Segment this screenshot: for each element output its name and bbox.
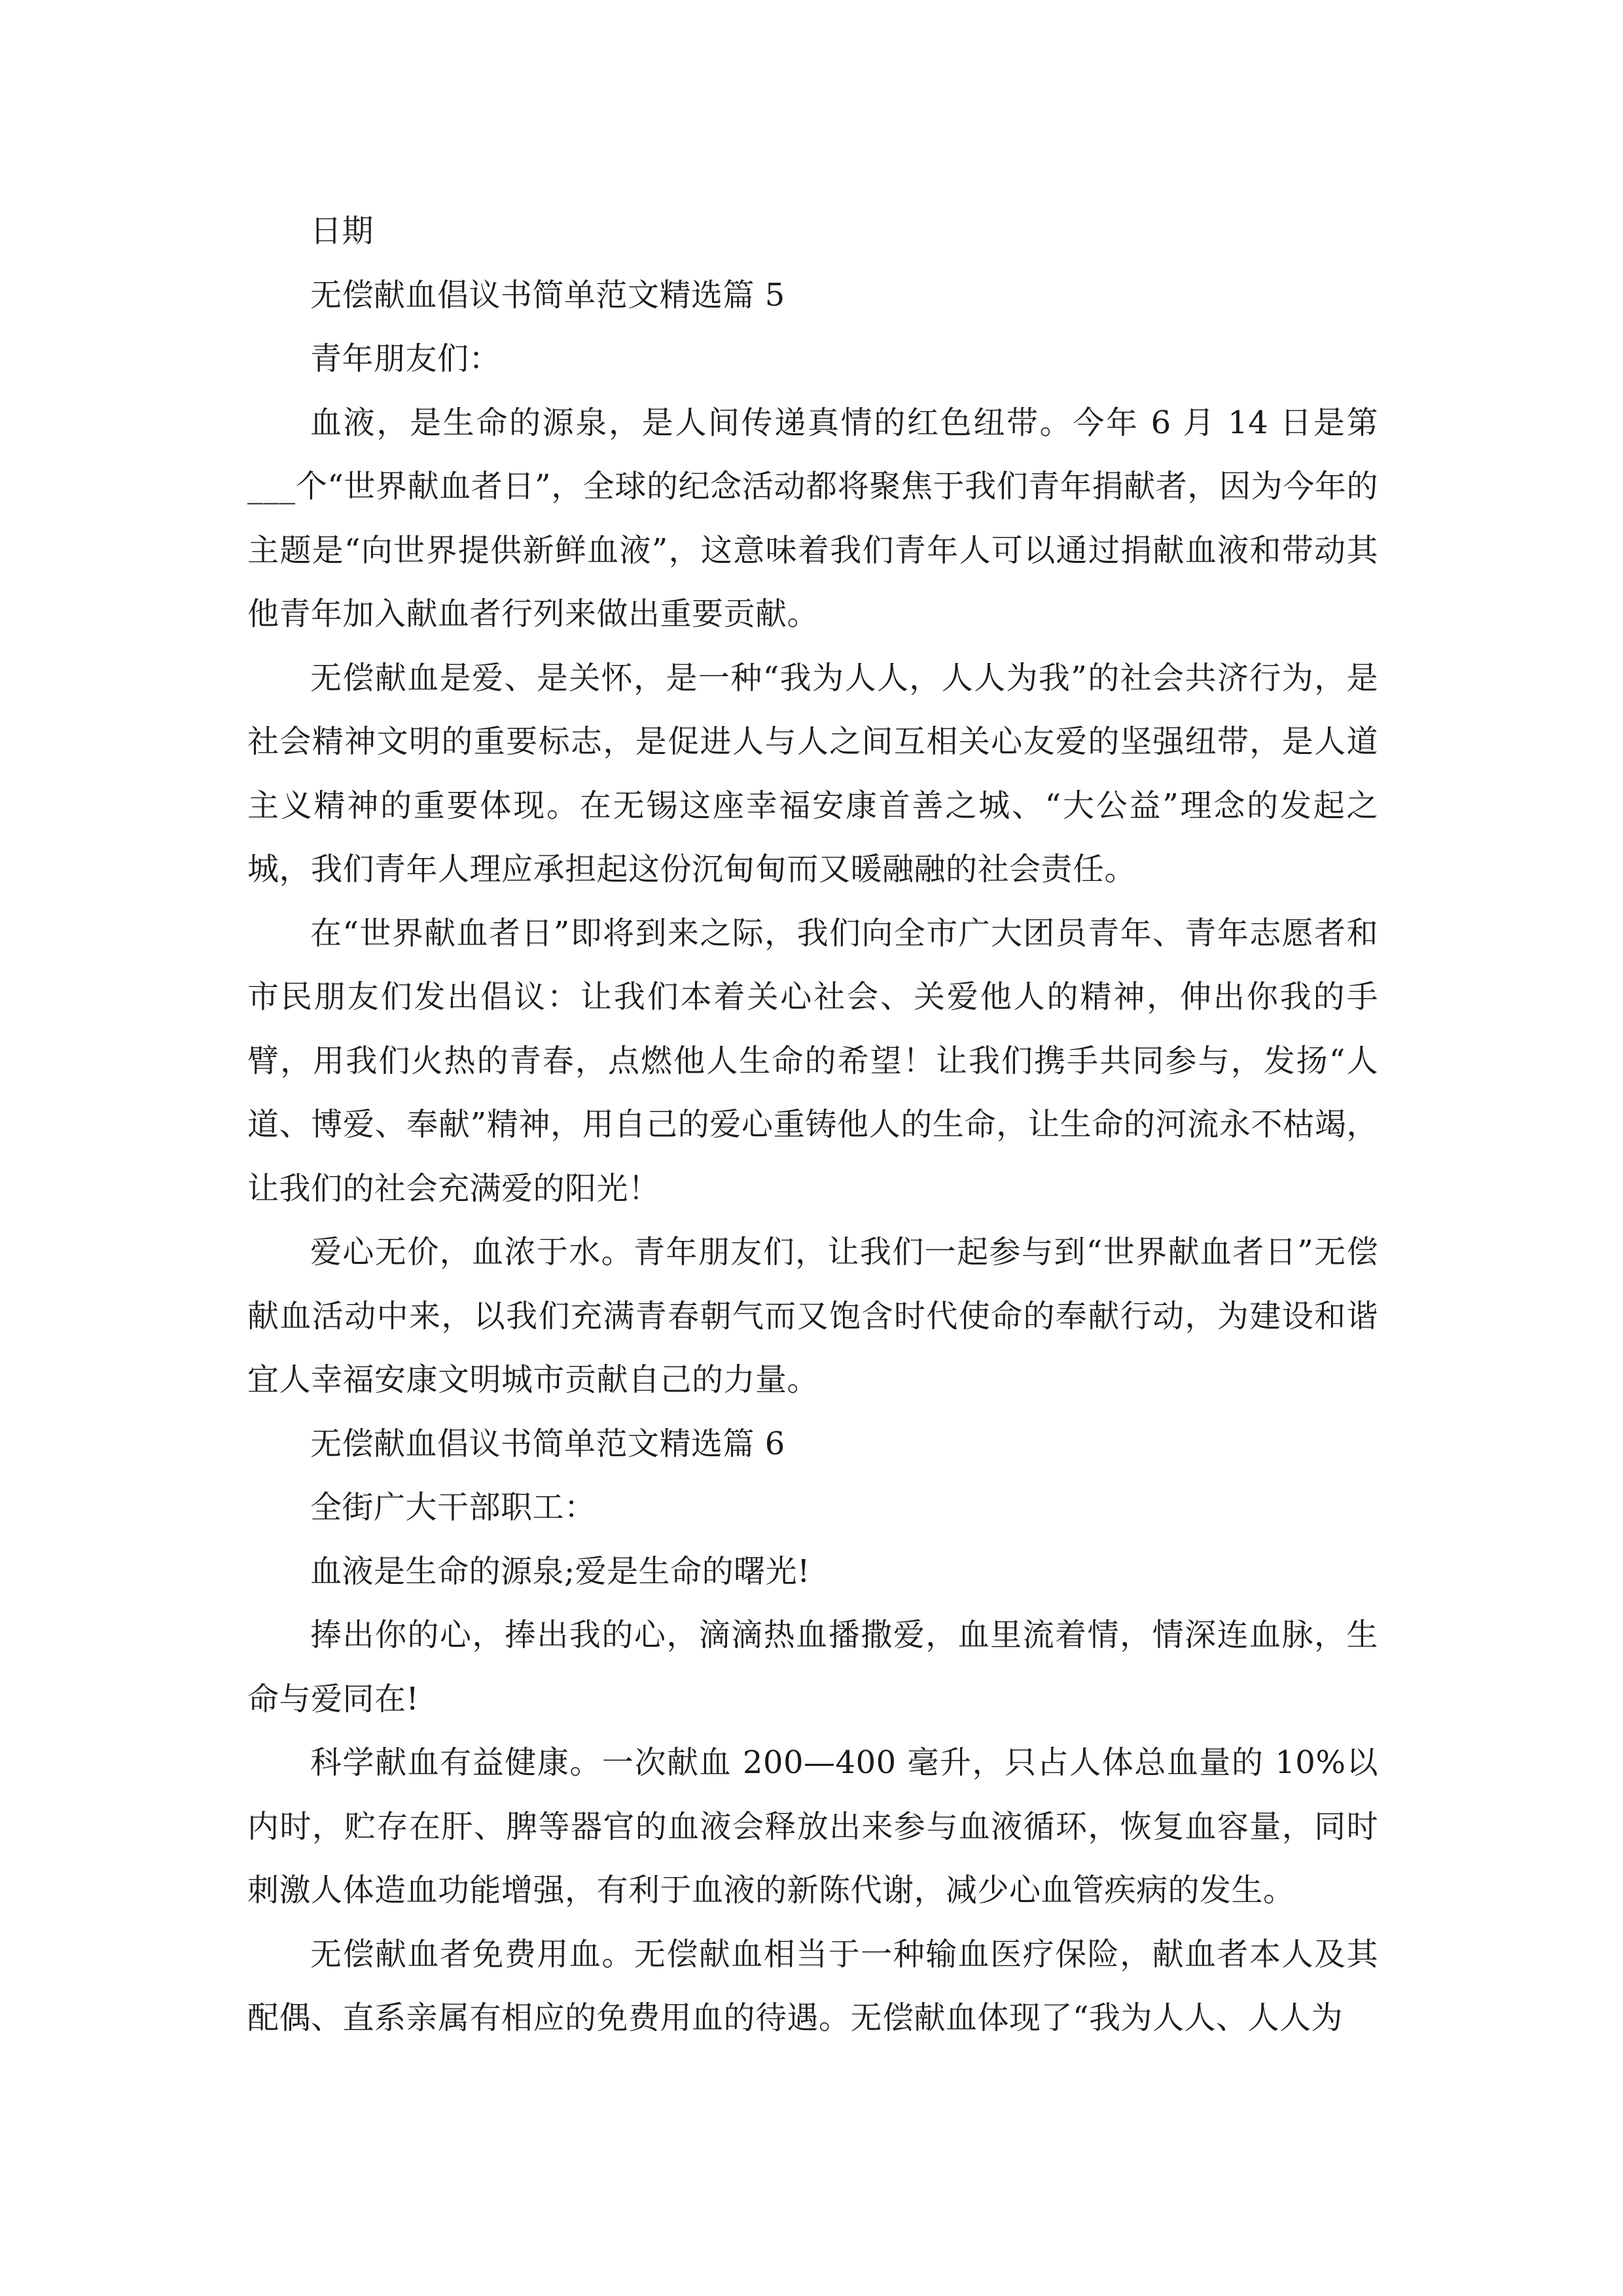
section5-paragraph-4: 爱心无价，血浓于水。青年朋友们，让我们一起参与到“世界献血者日”无偿献血活动中来，以我们充满青春朝气而又饱含时代使命的奉献行动，为建设和谐宜人幸福安康文明城市贡献自己的力量。 [247,1234,1378,1398]
section5-salutation: 青年朋友们： [310,340,501,377]
section5-paragraph-3: 在“世界献血者日”即将到来之际，我们向全市广大团员青年、青年志愿者和市民朋友们发出倡议：让我们本着关心社会、关爱他人的精神，伸出你我的手臂，用我们火热的青春，点燃他人生命的希望！让我们携手共同参与，发扬“人道、博爱、奉献”精神，用自己的爱心重铸他人的生命，让生命的河流永不枯竭，让我们的社会充满爱的阳光！ [247,914,1378,1207]
section6-salutation: 全街广大干部职工： [310,1489,596,1526]
section5-title: 无偿献血倡议书简单范文精选篇 5 [310,276,785,314]
section6-paragraph-1: 血液是生命的源泉;爱是生命的曙光! [310,1552,810,1590]
section6-paragraph-3: 科学献血有益健康。一次献血 200—400 毫升，只占人体总血量的 10%以内时，贮存在肝、脾等器官的血液会释放出来参与血液循环，恢复血容量，同时刺激人体造血功能增强，有利于血液的新陈代谢，减少心血管疾病的发生。 [247,1744,1378,1909]
section6-paragraph-2: 捧出你的心，捧出我的心，滴滴热血播撒爱，血里流着情，情深连血脉，生命与爱同在! [247,1617,1378,1717]
section6-title: 无偿献血倡议书简单范文精选篇 6 [310,1425,785,1462]
section5-paragraph-2: 无偿献血是爱、是关怀，是一种“我为人人，人人为我”的社会共济行为，是社会精神文明的重要标志，是促进人与人之间互相关心友爱的坚强纽带，是人道主义精神的重要体现。在无锡这座幸福安康首善之城、“大公益”理念的发起之城，我们青年人理应承担起这份沉甸甸而又暖融融的社会责任。 [247,659,1378,888]
section5-paragraph-1: 血液，是生命的源泉，是人间传递真情的红色纽带。今年 6 月 14 日是第___个“世界献血者日”，全球的纪念活动都将聚焦于我们青年捐献者，因为今年的主题是“向世界提供新鲜血液”，这意味着我们青年人可以通过捐献血液和带动其他青年加入献血者行列来做出重要贡献。 [247,404,1378,632]
document-body [247,200,1378,2051]
section6-paragraph-4: 无偿献血者免费用血。无偿献血相当于一种输血医疗保险，献血者本人及其配偶、直系亲属有相应的免费用血的待遇。无偿献血体现了“我为人人、人人为 [247,1935,1378,2036]
date-label: 日期 [310,213,374,249]
